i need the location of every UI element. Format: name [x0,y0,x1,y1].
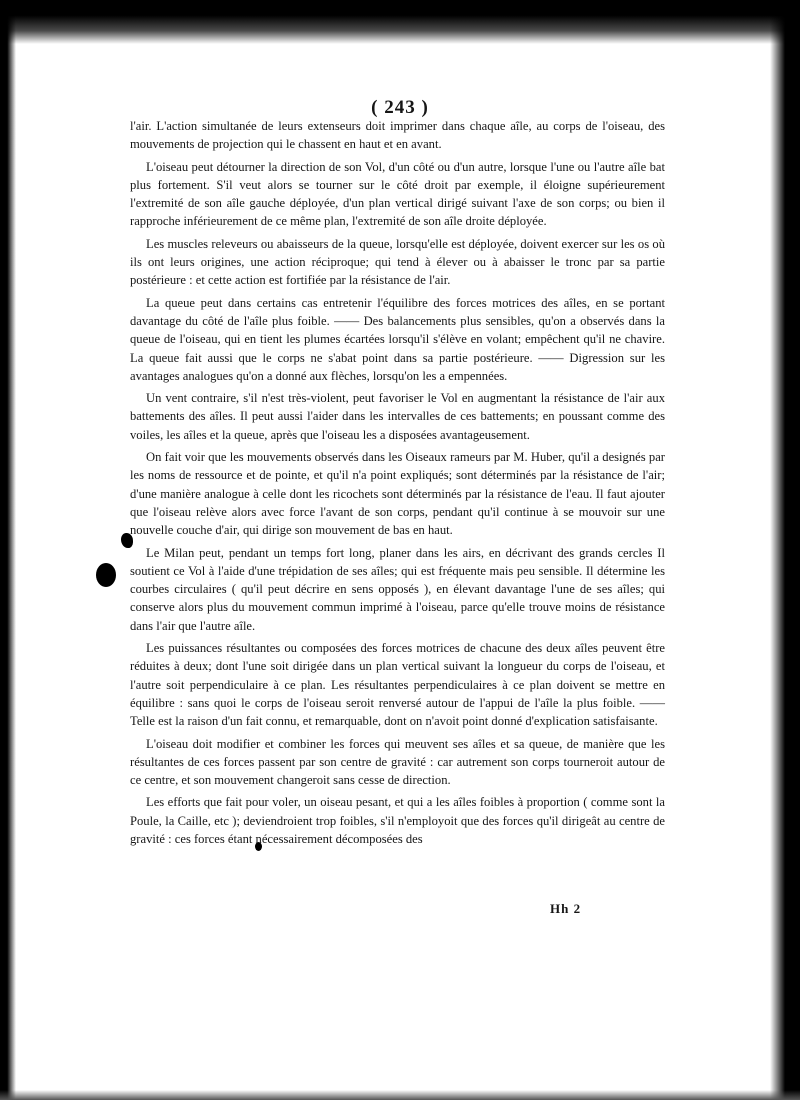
paragraph: L'oiseau doit modifier et combiner les forces qui meuvent ses aîles et sa queue, de manière que les résultantes de ces forces passent par son centre de gravité : car autrement son corps tourneroit autour de ce centre, et son mouvement changeroit sans cesse de direction. [130,736,665,788]
paragraph: Les efforts que fait pour voler, un oiseau pesant, et qui a les aîles foibles à proportion ( comme sont la Poule, la Caille, etc ); deviendroient trop foibles, s'il n'employoit que des forces qu'il dirigeât au centre de gravité : ces forces étant nécessairement décomposées des [130,795,665,846]
scan-edge-top [0,0,800,44]
text-body [130,117,665,852]
scan-edge-bottom [0,1090,800,1100]
paragraph: L'oiseau peut détourner la direction de son Vol, d'un côté ou d'un autre, lorsque l'une ou l'autre aîle bat plus fortement. S'il veut alors se tourner sur le côté droit par exemple, il éloigne supérieurement l'extremité de son aîle gauche déployée, d'un plan vertical dirigé suivant l'axe de son corps; ou bien il rapproche inférieurement de ce même plan, l'extremité de son aîle droite déployée. [130,159,665,229]
paragraph: l'air. L'action simultanée de leurs extenseurs doit imprimer dans chaque aîle, au corps de l'oiseau, des mouvements de projection qui le chassent en haut et en avant. [130,119,665,152]
signature-mark: Hh 2 [550,901,582,916]
page-number: ( 243 ) [371,97,429,118]
paragraph: La queue peut dans certains cas entretenir l'équilibre des forces motrices des aîles, en se portant davantage du côté de l'aîle plus foible. —— Des balancements plus sensibles, qu'on a observés dans la queue de l'oiseau, qui en tient les plumes écartées lorsqu'il s'élève en volant; empêchent qu'il ne chavire. La queue fait aussi que le corps ne s'abat point dans sa partie postérieure. —— Digression sur les avantages analogues qu'on a donné aux flèches, lorsqu'on les a empennées. [130,295,665,383]
paragraph: Le Milan peut, pendant un temps fort long, planer dans les airs, en décrivant des grands cercles Il soutient ce Vol à l'aide d'une trépidation de ses aîles; qui est fréquente mais peu sensible. Il détermine les courbes circulaires ( qu'il peut décrire en sens opposés ), en élevant davantage l'une de ses aîles; qui conserve alors plus du mouvement commun imprimé à l'oiseau, parce qu'elle trouve moins de résistance dans l'air que l'autre aîle. [130,545,665,633]
ink-blot [96,563,116,587]
paragraph: Un vent contraire, s'il n'est très-violent, peut favoriser le Vol en augmentant la résistance de l'air aux battements des aîles. Il peut aussi l'aider dans les intervalles de ces battements; en poussant comme des voiles, les aîles et la queue, après que l'oiseau les a disposées avantageusement. [130,391,665,442]
paragraph: Les puissances résultantes ou composées des forces motrices de chacune des deux aîles peuvent être réduites à deux; dont l'une soit dirigée dans un plan vertical suivant la longueur du corps de l'oiseau, et l'autre soit perpendiculaire à ce plan. Les résultantes perpendiculaires à ce plan doivent se mettre en équilibre : sans quoi le corps de l'oiseau seroit renversé autour de l'appui de l'aîle la plus foible. —— Telle est la raison d'un fait connu, et remarquable, dont on n'avoit point donné d'explication satisfaisante. [130,641,665,729]
paragraph: Les muscles releveurs ou abaisseurs de la queue, lorsqu'elle est déployée, doivent exercer sur les os où ils ont leurs origines, une action réciproque; qui tend à élever ou à abaisser le tronc par sa partie postérieure : et cette action est fortifiée par la résistance de l'air. [130,236,665,288]
paragraph: On fait voir que les mouvements observés dans les Oiseaux rameurs par M. Huber, qu'il a designés par les noms de ressource et de pointe, et qu'il n'a point expliqués; sont déterminés par la résistance de l'air; d'une manière analogue à celle dont les ricochets sont déterminés par la résistance de l'eau. Il faut ajouter que l'oiseau relève alors avec force l'avant de son corps, pendant qu'il continue à se mouvoir sur une nouvelle couche d'air, qui dirige son mouvement de bas en haut. [130,450,665,538]
scan-edge-right [770,0,800,1100]
scan-edge-left [0,0,16,1100]
